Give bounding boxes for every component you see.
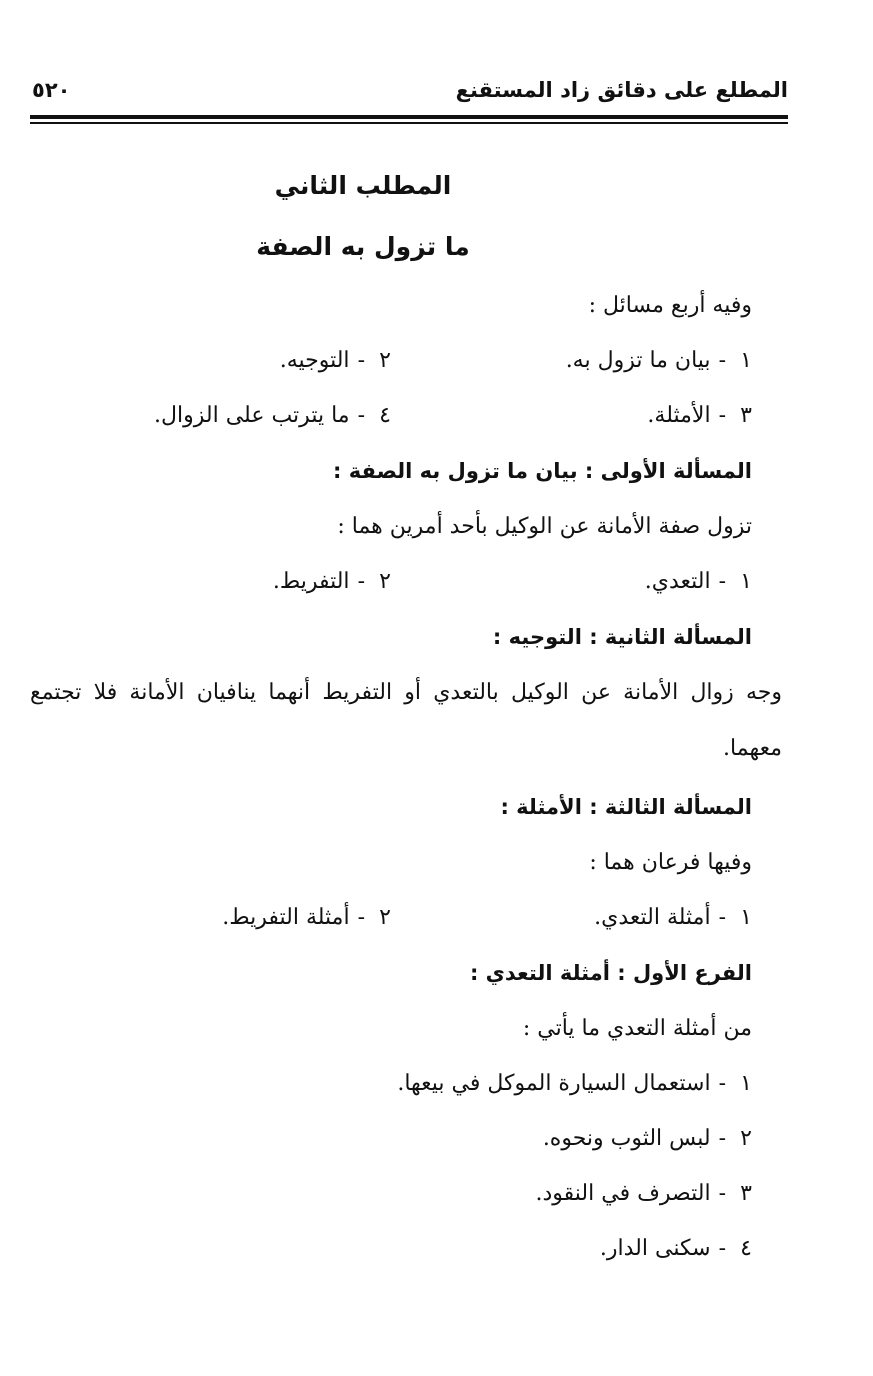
branch-1-heading: الفرع الأول : أمثلة التعدي : xyxy=(469,961,752,985)
item-dash: - xyxy=(718,1071,726,1096)
item-number: ٤ xyxy=(740,1236,752,1261)
list-item xyxy=(391,554,752,609)
issue-3-list xyxy=(30,890,752,945)
item-number: ٤ xyxy=(379,403,391,428)
list-item xyxy=(391,388,752,443)
header-rule-thick xyxy=(30,115,788,119)
branch-1-text: من أمثلة التعدي ما يأتي : xyxy=(522,1016,752,1041)
intro-list-row-2 xyxy=(30,388,752,443)
running-header-title: المطلع على دقائق زاد المستقنع xyxy=(455,78,788,102)
item-dash: - xyxy=(718,403,726,428)
item-dash: - xyxy=(718,1126,726,1151)
item-number: ٣ xyxy=(740,1181,752,1206)
intro-list-row-1 xyxy=(30,333,752,388)
page-body xyxy=(30,160,782,1276)
item-text: استعمال السيارة الموكل في بيعها. xyxy=(397,1071,711,1096)
list-item xyxy=(30,1166,752,1221)
issue-3-heading: المسألة الثالثة : الأمثلة : xyxy=(500,795,752,819)
item-dash: - xyxy=(357,569,365,594)
issue-1-text: تزول صفة الأمانة عن الوكيل بأحد أمرين هما : xyxy=(337,514,752,539)
list-item xyxy=(30,388,391,443)
item-text: بيان ما تزول به. xyxy=(565,348,711,373)
list-item xyxy=(30,554,391,609)
page-number: ٥٢٠ xyxy=(32,78,71,102)
item-text: التصرف في النقود. xyxy=(535,1181,711,1206)
intro-paragraph: وفيه أربع مسائل : xyxy=(588,293,752,318)
issue-1-list xyxy=(30,554,752,609)
issue-2-text: وجه زوال الأمانة عن الوكيل بالتعدي أو التفريط أنهما ينافيان الأمانة فلا تجتمع معهما. xyxy=(30,680,782,761)
item-text: أمثلة التفريط. xyxy=(222,905,350,930)
item-dash: - xyxy=(718,1236,726,1261)
item-dash: - xyxy=(357,403,365,428)
item-dash: - xyxy=(357,905,365,930)
item-text: ما يترتب على الزوال. xyxy=(154,403,350,428)
issue-2-heading: المسألة الثانية : التوجيه : xyxy=(492,625,752,649)
item-text: التفريط. xyxy=(272,569,350,594)
item-text: أمثلة التعدي. xyxy=(594,905,711,930)
item-number: ٢ xyxy=(379,905,391,930)
item-number: ٢ xyxy=(740,1126,752,1151)
list-item xyxy=(30,333,391,388)
item-number: ٣ xyxy=(740,403,752,428)
section-subtitle: ما تزول به الصفة xyxy=(256,232,470,261)
list-item xyxy=(30,1056,752,1111)
running-header xyxy=(32,78,788,112)
item-text: التعدي. xyxy=(644,569,711,594)
item-text: الأمثلة. xyxy=(647,403,711,428)
list-item xyxy=(391,890,752,945)
item-dash: - xyxy=(718,1181,726,1206)
item-number: ٢ xyxy=(379,569,391,594)
item-number: ١ xyxy=(740,1071,752,1096)
issue-3-text: وفيها فرعان هما : xyxy=(589,850,752,875)
item-dash: - xyxy=(357,348,365,373)
item-number: ١ xyxy=(740,348,752,373)
item-text: سكنى الدار. xyxy=(599,1236,711,1261)
list-item xyxy=(30,1111,752,1166)
item-dash: - xyxy=(718,348,726,373)
item-dash: - xyxy=(718,905,726,930)
list-item xyxy=(30,1221,752,1276)
header-rule-thin xyxy=(30,122,788,124)
item-text: لبس الثوب ونحوه. xyxy=(542,1126,711,1151)
item-number: ٢ xyxy=(379,348,391,373)
issue-1-heading: المسألة الأولى : بيان ما تزول به الصفة : xyxy=(333,459,752,483)
item-text: التوجيه. xyxy=(279,348,350,373)
list-item xyxy=(391,333,752,388)
item-dash: - xyxy=(718,569,726,594)
item-number: ١ xyxy=(740,569,752,594)
list-item xyxy=(30,890,391,945)
section-title: المطلب الثاني xyxy=(274,171,452,200)
item-number: ١ xyxy=(740,905,752,930)
